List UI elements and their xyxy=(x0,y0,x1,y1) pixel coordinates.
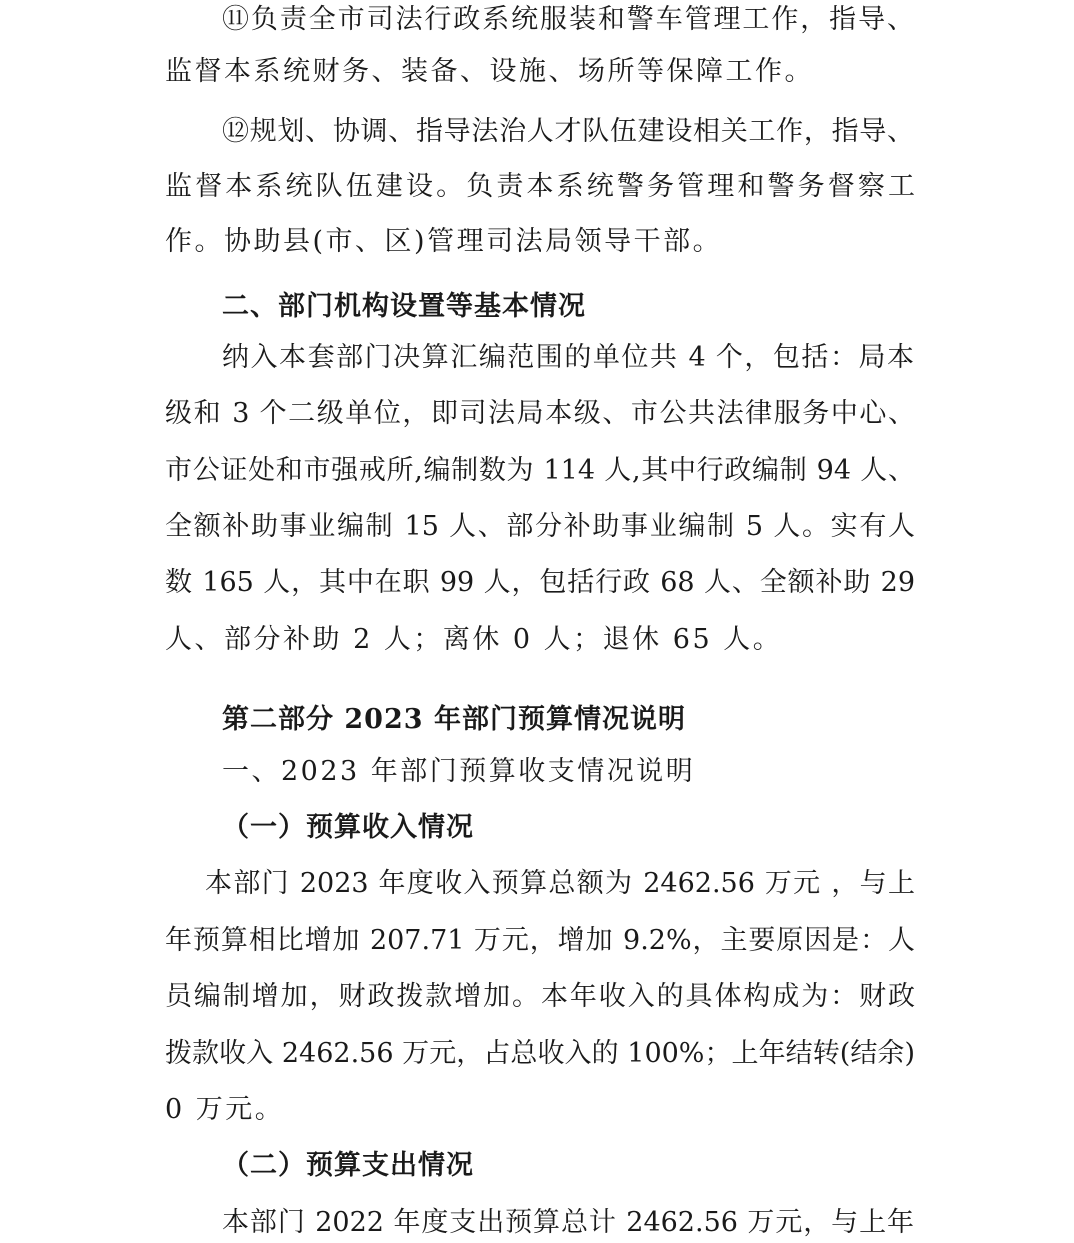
part-two-heading: 第二部分 2023 年部门预算情况说明 xyxy=(222,704,686,735)
income-line-2: 年预算相比增加 207.71 万元，增加 9.2%，主要原因是：人 xyxy=(165,925,915,956)
section-two-line-2: 级和 3 个二级单位，即司法局本级、市公共法律服务中心、 xyxy=(165,398,915,429)
expenditure-line-1: 本部门 2022 年度支出预算总计 2462.56 万元，与上年 xyxy=(222,1207,914,1238)
part-two-subheading: 一、2023 年部门预算收支情况说明 xyxy=(222,756,696,787)
expenditure-heading: （二）预算支出情况 xyxy=(222,1150,474,1181)
income-line-3: 员编制增加，财政拨款增加。本年收入的具体构成为：财政 xyxy=(165,981,915,1012)
income-line-4: 拨款收入 2462.56 万元，占总收入的 100%；上年结转(结余) xyxy=(165,1038,915,1069)
section-two-line-4: 全额补助事业编制 15 人、部分补助事业编制 5 人。实有人 xyxy=(165,511,915,542)
duty-12-line-2: 监督本系统队伍建设。负责本系统警务管理和警务督察工 xyxy=(165,171,915,202)
section-two-line-3: 市公证处和市强戒所,编制数为 114 人,其中行政编制 94 人、 xyxy=(165,455,915,486)
income-heading: （一）预算收入情况 xyxy=(222,812,474,843)
duty-11-line-2: 监督本系统财务、装备、设施、场所等保障工作。 xyxy=(165,56,814,87)
section-two-heading: 二、部门机构设置等基本情况 xyxy=(222,291,586,322)
duty-12-line-3: 作。协助县(市、区)管理司法局领导干部。 xyxy=(165,226,723,257)
duty-11-line-1: ⑪负责全市司法行政系统服装和警车管理工作，指导、 xyxy=(222,4,914,35)
section-two-line-1: 纳入本套部门决算汇编范围的单位共 4 个，包括：局本 xyxy=(222,342,914,373)
section-two-line-5: 数 165 人，其中在职 99 人，包括行政 68 人、全额补助 29 xyxy=(165,567,915,598)
income-line-5: 0 万元。 xyxy=(165,1094,285,1125)
income-line-1: 本部门 2023 年度收入预算总额为 2462.56 万元 ，与上 xyxy=(205,868,915,899)
section-two-line-6: 人、部分补助 2 人；离休 0 人；退休 65 人。 xyxy=(165,624,783,655)
duty-12-line-1: ⑫规划、协调、指导法治人才队伍建设相关工作，指导、 xyxy=(222,116,914,147)
